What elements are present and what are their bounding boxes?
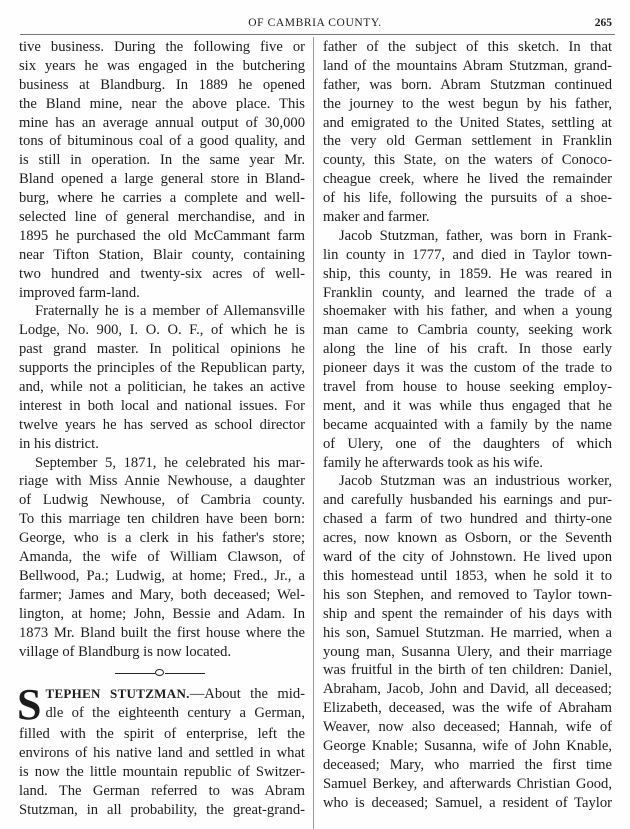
column-divider [313,37,314,829]
text-line: shoemaker with his father, and when a young [323,303,612,320]
text-line: the Bland mine, near the above place. This [19,95,305,112]
text-line: cheague creek, where he lived the remainder [323,171,612,188]
paragraph-jacob-stutzman [323,227,612,473]
text-line: father of the subject of this sketch. In that [323,39,612,55]
text-line: business at Blandburg. In 1889 he opened [19,76,305,93]
text-line: deceased; Mary, who married the first time [323,756,612,773]
text-line: ship and spent the remainder of his days with [323,605,612,622]
section-divider-ornament [19,663,305,685]
text-line: riage with Miss Annie Newhouse, a daughter [19,473,305,490]
drop-cap: S [17,680,42,730]
text-line: his son, Samuel Stutzman. He married, when a [323,624,612,641]
text-line: and emigrated to the United States, settling at [323,114,612,131]
text-line: Lodge, No. 900, I. O. O. F., of which he is [19,322,305,339]
text-line: supports the principles of the Republican party, [19,360,305,377]
text-line: man came to Cambria county, seeking work [323,322,612,339]
text-line: Weaver, now also deceased; Hannah, wife of [323,719,612,736]
paragraph-marriage [19,454,305,662]
text-line: Bellwood, Pa.; Ludwig, at home; Fred., Jr., a [19,567,305,584]
text-line: George, who is a clerk in his father's store; [19,530,305,547]
text-line: burg, where he carries a complete and well- [19,190,305,207]
left-column [19,38,305,820]
text-line: two hundred and twenty-six acres of well- [19,265,305,282]
text-line: tive business. During the following five or [19,39,305,55]
running-title: OF CAMBRIA COUNTY. [248,17,382,29]
page-header [0,0,630,36]
text-line: filled with the spirit of enterprise, left the [19,726,305,743]
text-line: Fraternally he is a member of Allemansville [35,303,305,320]
header-rule [20,34,615,35]
text-line: county, this State, on the waters of Conoco- [323,152,612,169]
text-line: Franklin county, and learned the trade of a [323,284,612,301]
text-line: ship, this county, in 1859. He was reared in [323,265,612,282]
section-stephen-stutzman [17,680,305,819]
text-line: was fruitful in the birth of ten children: Daniel, [323,662,612,679]
text-line: selected line of general merchandise, and in [19,209,305,226]
text-line: young man, Susanna Ulery, and their marriage [323,643,612,660]
text-line: near Tifton Station, Blair county, containing [19,246,305,263]
text-line: dle of the eighteenth century a German, [45,705,305,722]
text-line: village of Blandburg is now located. [19,643,232,660]
text-line: this homestead until 1853, when he sold it to [323,567,612,584]
text-line: land of the mountains Abram Stutzman, grand- [323,57,612,74]
text-line: six years he was engaged in the butchering [19,57,305,74]
section-heading-line: TEPHEN STUTZMAN.—About the mid- [45,686,305,703]
text-line: his son Stephen, and removed to Taylor town- [323,586,612,603]
text-line: 1873 Mr. Bland built the first house where the [19,624,305,641]
page-number: 265 [594,17,612,29]
paragraph-jacob-farm [323,472,612,812]
text-line: tons of bituminous coal of a good quality, and [19,133,305,150]
text-line: pioneer days it was the custom of the trade to [323,360,612,377]
text-line: improved farm-land. [19,284,140,301]
text-line: of Ludwig Newhouse, of Cambria county. [19,492,305,509]
text-line: lington, at home; John, Bessie and Adam. In [19,605,305,622]
paragraph-fraternal [19,302,305,453]
text-line: To this marriage ten children have been born: [19,511,305,528]
text-line: the journey to the west begun by his father, [323,95,612,112]
text-line: family he afterwards took as his wife. [323,454,544,471]
text-line: and, while not a politician, he takes an active [19,379,305,396]
text-line: twelve years he has served as school director [19,416,305,433]
text-line: Jacob Stutzman was an industrious worker, [339,473,612,490]
text-line: 1895 he purchased the old McCammant farm [19,227,305,244]
text-line: farmer; James and Mary, both deceased; Wel- [19,586,305,603]
text-line: in his district. [19,435,99,452]
right-column [323,38,612,813]
text-line: chased a farm of two hundred and thirty-one [323,511,612,528]
text-line: environs of his native land and settled in what [19,745,305,762]
text-line: and carefully husbanded his earnings and pur- [323,492,612,509]
text-line: interest in both local and national issues. For [19,397,305,414]
text-line: ward of the city of Johnstown. He lived upon [323,549,612,566]
text-line: the very old German settlement in Franklin [323,133,612,150]
section-heading: TEPHEN STUTZMAN. [45,686,190,702]
text-line: Amanda, the wife of William Clawson, of [19,549,305,566]
text-line: of Ulery, one of the daughters of which [323,435,612,452]
text-line: Jacob Stutzman, father, was born in Frank- [339,227,612,244]
text-line: September 5, 1871, he celebrated his mar- [35,454,305,471]
text-line: Abraham, Jacob, John and David, all deceased; [323,681,612,698]
text-line: George Knable; Susanna, wife of John Knable, [323,737,612,754]
text-line: Stutzman, in all probability, the great-grand- [19,801,305,818]
text-line: Samuel Berkey, and afterwards Christian Good, [323,775,612,792]
text-line: travel from house to house seeking employ- [323,379,612,396]
text-line: father, was born. Abram Stutzman continued [323,76,612,93]
paragraph-abram-stutzman [323,38,612,227]
text-line: along the line of his craft. In those early [323,341,612,358]
text-line: is now the little mountain republic of Switzer- [19,764,305,781]
text-line: Bland opened a large general store in Bland- [19,171,305,188]
text-line: who is deceased; Samuel, a resident of Taylor [323,794,612,811]
text-line: acres, now known as Osborn, or the Seventh [323,530,612,547]
text-line: land. The German referred to was Abram [19,783,305,800]
text-line: Elizabeth, deceased, was the wife of Abraham [323,700,612,717]
text-line: mine has an average annual output of 30,000 [19,114,305,131]
text-line: became acquainted with a family by the name [323,416,612,433]
text-line: past grand master. In political opinions he [19,341,305,358]
text-line: of his life, following the pursuits of a shoe- [323,190,612,207]
text-line: maker and farmer. [323,209,430,226]
text-line: lin county in 1777, and died in Taylor town- [323,246,612,263]
text-line: ment, and it was while thus engaged that he [323,397,612,414]
paragraph-bland-business [19,38,305,302]
text-line: is still in operation. In the same year Mr. [19,152,305,169]
